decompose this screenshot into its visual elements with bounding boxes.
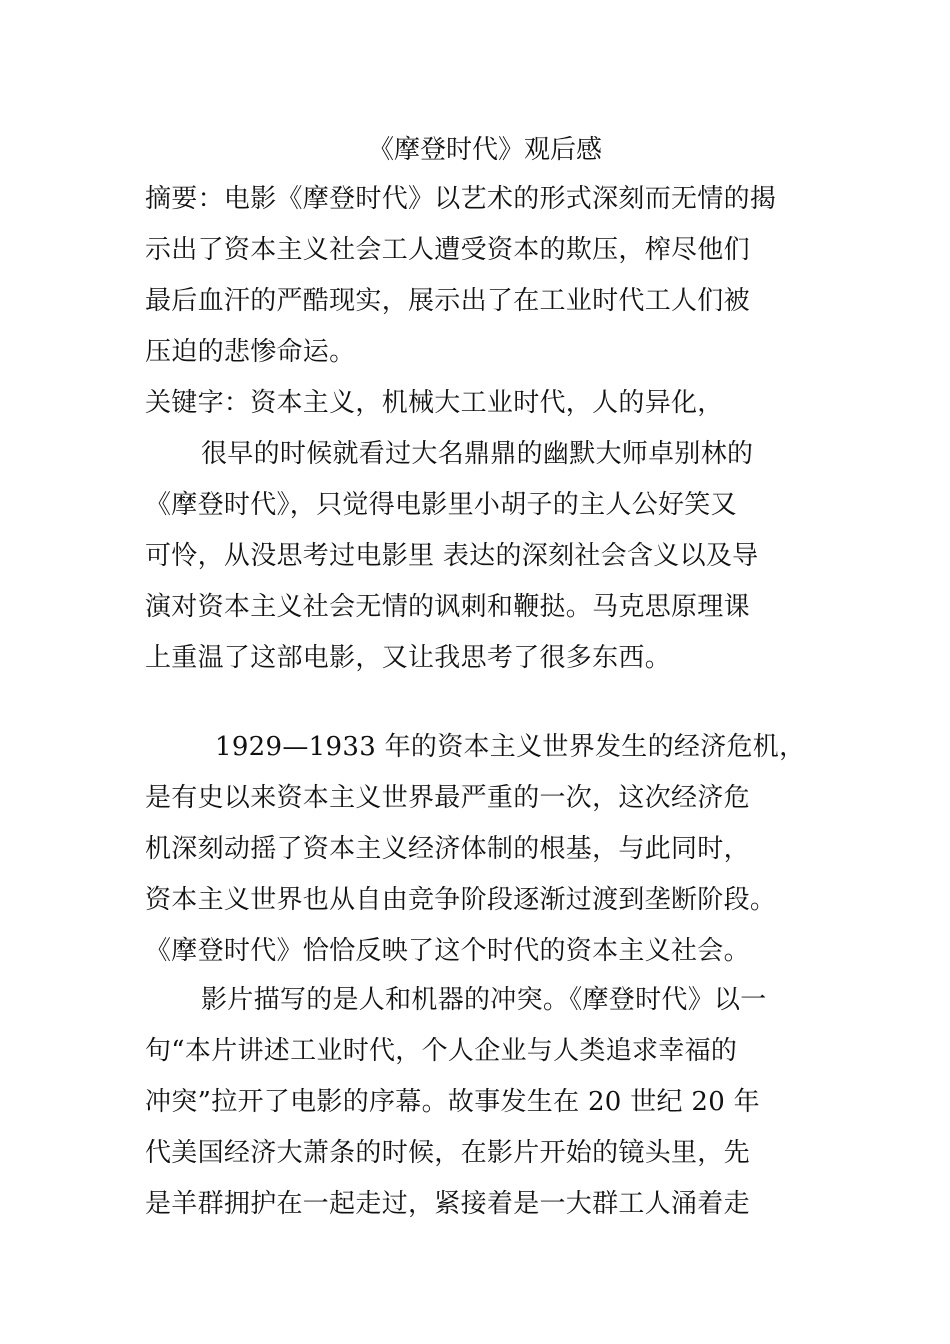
paragraph1-line-2: 《摩登时代》，只觉得电影里小胡子的主人公好笑又 [145,490,737,520]
abstract-line-4: 压迫的悲惨命运。 [145,337,356,367]
document-title: 《摩登时代》观后感 [367,135,602,165]
abstract-line-2: 示出了资本主义社会工人遭受资本的欺压，榨尽他们 [145,235,750,265]
keywords-line: 关键字：资本主义，机械大工业时代，人的异化， [145,388,724,418]
paragraph-3 [145,975,825,1230]
abstract-line-3: 最后血汗的严酷现实，展示出了在工业时代工人们被 [145,286,750,316]
paragraph2-line-4: 资本主义世界也从自由竞争阶段逐渐过渡到垄断阶段。 [145,885,777,915]
abstract-and-intro [145,174,825,684]
paragraph1-line-4: 演对资本主义社会无情的讽刺和鞭挞。马克思原理课 [145,592,750,622]
paragraph1-line-1: 很早的时候就看过大名鼎鼎的幽默大师卓别林的 [201,439,754,469]
paragraph1-line-5: 上重温了这部电影，又让我思考了很多东西。 [145,643,672,673]
paragraph3-line-5: 是羊群拥护在一起走过，紧接着是一大群工人涌着走 [145,1189,750,1219]
paragraph1-line-3: 可怜，从没思考过电影里 表达的深刻社会含义以及导 [145,541,759,571]
paragraph2-line-1: 1929—1933 年的资本主义世界发生的经济危机， [215,732,806,762]
paragraph2-line-5: 《摩登时代》恰恰反映了这个时代的资本主义社会。 [145,936,750,966]
paragraph-2 [145,722,825,977]
paragraph3-line-4: 代美国经济大萧条的时候，在影片开始的镜头里，先 [145,1138,750,1168]
paragraph3-line-1: 影片描写的是人和机器的冲突。《摩登时代》以一 [201,985,767,1015]
paragraph2-line-2: 是有史以来资本主义世界最严重的一次，这次经济危 [145,783,750,813]
paragraph3-line-2: 句“本片讲述工业时代，个人企业与人类追求幸福的 [145,1036,738,1066]
abstract-line-1: 摘要：电影《摩登时代》以艺术的形式深刻而无情的揭 [145,184,777,214]
paragraph2-line-3: 机深刻动摇了资本主义经济体制的根基，与此同时， [145,834,750,864]
paragraph3-line-3: 冲突”拉开了电影的序幕。故事发生在 20 世纪 20 年 [145,1087,760,1117]
